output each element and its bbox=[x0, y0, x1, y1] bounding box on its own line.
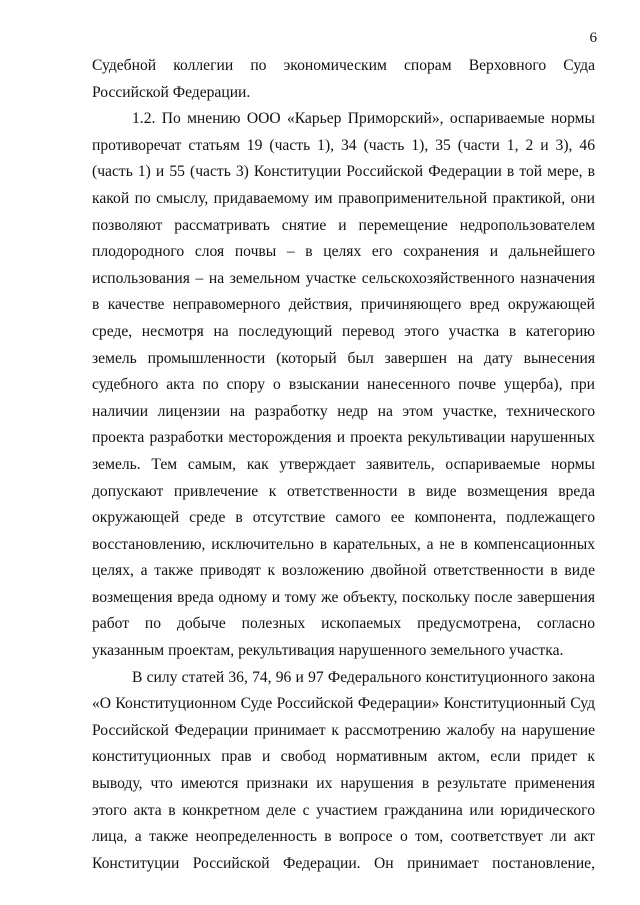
text-line: этого акта в конкретном деле с участием гражданина или юридического bbox=[92, 801, 595, 819]
text-line: выводу, что имеются признаки их нарушения в результате применения bbox=[92, 775, 595, 793]
text-line: конституционных прав и свобод нормативным актом, если придет к bbox=[92, 748, 595, 766]
text-line: работ по добыче полезных ископаемых предусмотрена, согласно bbox=[92, 615, 595, 633]
text-line: Российской Федерации принимает к рассмотрению жалобу на нарушение bbox=[92, 721, 595, 739]
text-line: какой по смыслу, придаваемому им правоприменительной практикой, они bbox=[92, 189, 595, 207]
page-number: 6 bbox=[589, 30, 597, 46]
text-line: возмещения вреда одному и тому же объекту, поскольку после завершения bbox=[92, 588, 595, 606]
text-line: Конституции Российской Федерации. Он принимает постановление, bbox=[92, 854, 595, 872]
body-text bbox=[92, 53, 595, 877]
text-line: «О Конституционном Суде Российской Федерации» Конституционный Суд bbox=[92, 695, 595, 713]
text-line: в качестве неправомерного действия, причиняющего вред окружающей bbox=[92, 296, 595, 314]
text-line: лица, а также неопределенность в вопросе о том, соответствует ли акт bbox=[92, 828, 595, 846]
text-line: проекта разработки месторождения и проекта рекультивации нарушенных bbox=[92, 429, 595, 447]
text-line: восстановлению, исключительно в карательных, а не в компенсационных bbox=[92, 535, 595, 553]
text-line: позволяют рассматривать снятие и перемещение недропользователем bbox=[92, 216, 595, 234]
text-line: (часть 1) и 55 (часть 3) Конституции Российской Федерации в той мере, в bbox=[92, 163, 595, 181]
text-line: Российской Федерации. bbox=[92, 83, 251, 101]
text-line: наличии лицензии на разработку недр на этом участке, технического bbox=[92, 402, 595, 420]
text-line: указанным проектам, рекультивация нарушенного земельного участка. bbox=[92, 642, 564, 660]
text-line: использования – на земельном участке сельскохозяйственного назначения bbox=[92, 269, 595, 287]
text-line: окружающей среде в отсутствие самого ее компонента, подлежащего bbox=[92, 509, 595, 527]
text-line: земель промышленности (который был завершен на дату вынесения bbox=[92, 349, 595, 367]
text-line: 1.2. По мнению ООО «Карьер Приморский», оспариваемые нормы bbox=[132, 110, 595, 128]
text-line: плодородного слоя почвы – в целях его сохранения и дальнейшего bbox=[92, 243, 595, 261]
text-line: противоречат статьям 19 (часть 1), 34 (часть 1), 35 (части 1, 2 и 3), 46 bbox=[92, 136, 595, 154]
text-line: В силу статей 36, 74, 96 и 97 Федерального конституционного закона bbox=[132, 668, 595, 686]
text-line: Судебной коллегии по экономическим спорам Верховного Суда bbox=[92, 57, 595, 74]
text-line: судебного акта по спору о взыскании нанесенного почве ущерба), при bbox=[92, 376, 595, 394]
text-line: целях, а также приводят к возложению двойной ответственности в виде bbox=[92, 562, 595, 580]
text-line: среде, несмотря на последующий перевод этого участка в категорию bbox=[92, 322, 595, 340]
text-line: допускают привлечение к ответственности в виде возмещения вреда bbox=[92, 482, 595, 500]
text-line: земель. Тем самым, как утверждает заявитель, оспариваемые нормы bbox=[92, 455, 595, 473]
